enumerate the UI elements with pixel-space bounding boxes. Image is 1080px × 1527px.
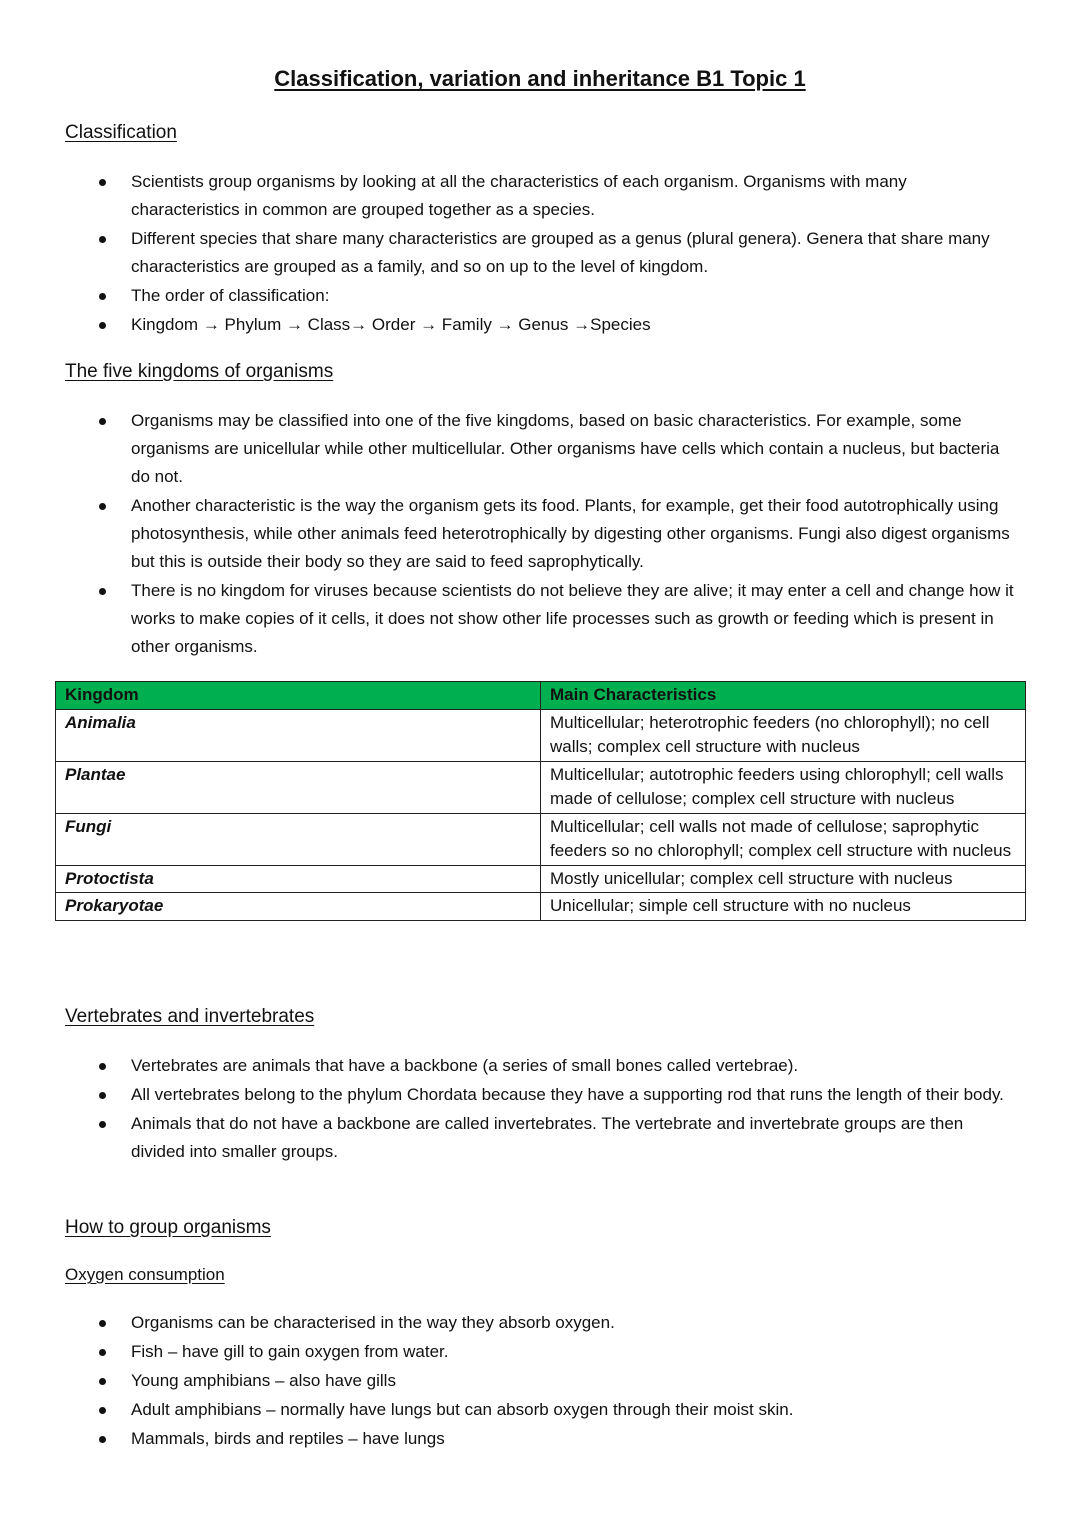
kingdom-characteristics: Mostly unicellular; complex cell structure with nucleus — [541, 865, 1026, 893]
kingdom-characteristics: Multicellular; heterotrophic feeders (no chlorophyll); no cell walls; complex cell structure with nucleus — [541, 709, 1026, 761]
table-header-row — [56, 682, 1026, 710]
list-item: All vertebrates belong to the phylum Chordata because they have a supporting rod that runs the length of their body. — [0, 1081, 1080, 1109]
classification-heading: Classification — [65, 122, 177, 143]
list-item: Animals that do not have a backbone are called invertebrates. The vertebrate and invertebrate groups are then divided into smaller groups. — [0, 1110, 1080, 1166]
table-header-kingdom: Kingdom — [56, 682, 541, 710]
kingdom-name: Protoctista — [56, 865, 541, 893]
list-item: Different species that share many characteristics are grouped as a genus (plural genera). Genera that share many characteristics are grouped as a family, and so on up to the level of kingdom. — [0, 225, 1080, 281]
table-row — [56, 813, 1026, 865]
list-item: Organisms can be characterised in the way they absorb oxygen. — [0, 1309, 1080, 1337]
table-header-characteristics: Main Characteristics — [541, 682, 1026, 710]
kingdom-name: Plantae — [56, 761, 541, 813]
vertebrates-list — [0, 1052, 1080, 1167]
list-item: Scientists group organisms by looking at all the characteristics of each organism. Organisms with many characteristics in common are grouped together as a species. — [0, 168, 1080, 224]
list-item: Fish – have gill to gain oxygen from water. — [0, 1338, 1080, 1366]
kingdom-characteristics: Unicellular; simple cell structure with no nucleus — [541, 893, 1026, 921]
five-kingdoms-list — [0, 407, 1080, 662]
vertebrates-heading: Vertebrates and invertebrates — [65, 1006, 315, 1027]
list-item: The order of classification: — [0, 282, 1080, 310]
table-row — [56, 709, 1026, 761]
kingdom-name: Fungi — [56, 813, 541, 865]
table-row — [56, 761, 1026, 813]
list-item: Young amphibians – also have gills — [0, 1367, 1080, 1395]
table-row — [56, 893, 1026, 921]
table-row — [56, 865, 1026, 893]
list-item: Mammals, birds and reptiles – have lungs — [0, 1425, 1080, 1453]
list-item: Adult amphibians – normally have lungs but can absorb oxygen through their moist skin. — [0, 1396, 1080, 1424]
list-item: Vertebrates are animals that have a backbone (a series of small bones called vertebrae). — [0, 1052, 1080, 1080]
kingdom-characteristics: Multicellular; autotrophic feeders using chlorophyll; cell walls made of cellulose; complex cell structure with nucleus — [541, 761, 1026, 813]
list-item: Kingdom → Phylum → Class→ Order → Family → Genus →Species — [0, 311, 1080, 339]
oxygen-subheading: Oxygen consumption — [65, 1265, 225, 1284]
classification-list — [0, 168, 1080, 340]
kingdom-table — [55, 681, 1026, 921]
grouping-heading: How to group organisms — [65, 1217, 271, 1238]
list-item: Another characteristic is the way the organism gets its food. Plants, for example, get their food autotrophically using photosynthesis, while other animals feed heterotrophically by digesting other organisms. Fungi also digest organisms but this is outside their body so they are said to feed saprophytically. — [0, 492, 1080, 576]
kingdom-characteristics: Multicellular; cell walls not made of cellulose; saprophytic feeders so no chlorophyll; complex cell structure with nucleus — [541, 813, 1026, 865]
list-item: Organisms may be classified into one of the five kingdoms, based on basic characteristics. For example, some organisms are unicellular while other multicellular. Other organisms have cells which contain a nucleus, but bacteria do not. — [0, 407, 1080, 491]
kingdom-name: Prokaryotae — [56, 893, 541, 921]
kingdom-name: Animalia — [56, 709, 541, 761]
oxygen-list — [0, 1309, 1080, 1454]
page-title: Classification, variation and inheritance B1 Topic 1 — [274, 66, 806, 91]
list-item: There is no kingdom for viruses because scientists do not believe they are alive; it may enter a cell and change how it works to make copies of it cells, it does not show other life processes such as growth or feeding which is present in other organisms. — [0, 577, 1080, 661]
five-kingdoms-heading: The five kingdoms of organisms — [65, 361, 334, 382]
